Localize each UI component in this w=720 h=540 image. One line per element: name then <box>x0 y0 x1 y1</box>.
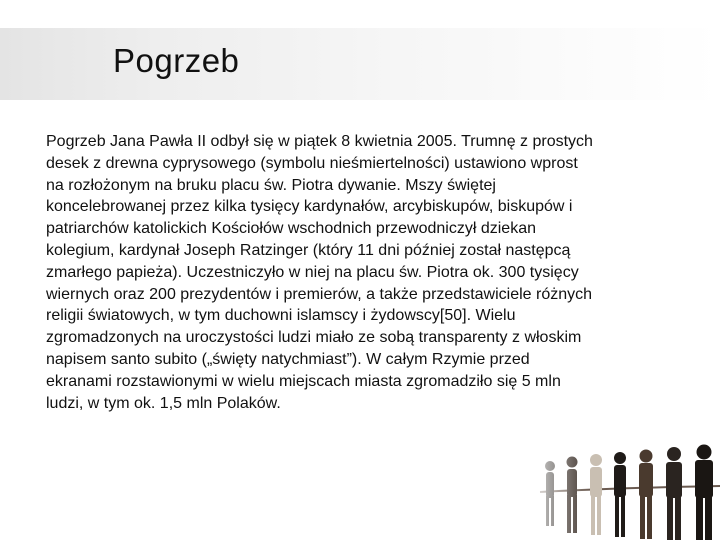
slide-title: Pogrzeb <box>113 42 240 79</box>
slide-body-text: Pogrzeb Jana Pawła II odbył się w piątek 8 kwietnia 2005. Trumnę z prostych desek z drewna cyprysowego (symbolu nieśmiertelności) ustawiono wprost na rozłożonym na bruku placu św. Piotra dywanie. Mszy świętej koncelebrowanej przez kilka tysięcy kardynałów, arcybiskupów, biskupów i patriarchów katolickich Kościołów wschodnich przewodniczył dziekan kolegium, kardynał Joseph Ratzinger (który 11 dni później został następcą zmarłego papieża). Uczestniczyło w niej na placu św. Piotra ok. 300 tysięcy wiernych oraz 200 prezydentów i premierów, a także przedstawiciele różnych religii światowych, w tym duchowni islamscy i żydowscy[50]. Wielu zgromadzonych na uroczystości ludzi miało ze sobą transparenty z włoskim napisem santo subito („święty natychmiast”). W całym Rzymie przed ekranami rozstawionymi w wielu miejscach miasta zgromadziło się 5 mln ludzi, w tym ok. 1,5 mln Polaków. <box>46 133 593 412</box>
holding-hands-people-icon <box>520 430 720 540</box>
title-band <box>0 28 720 100</box>
